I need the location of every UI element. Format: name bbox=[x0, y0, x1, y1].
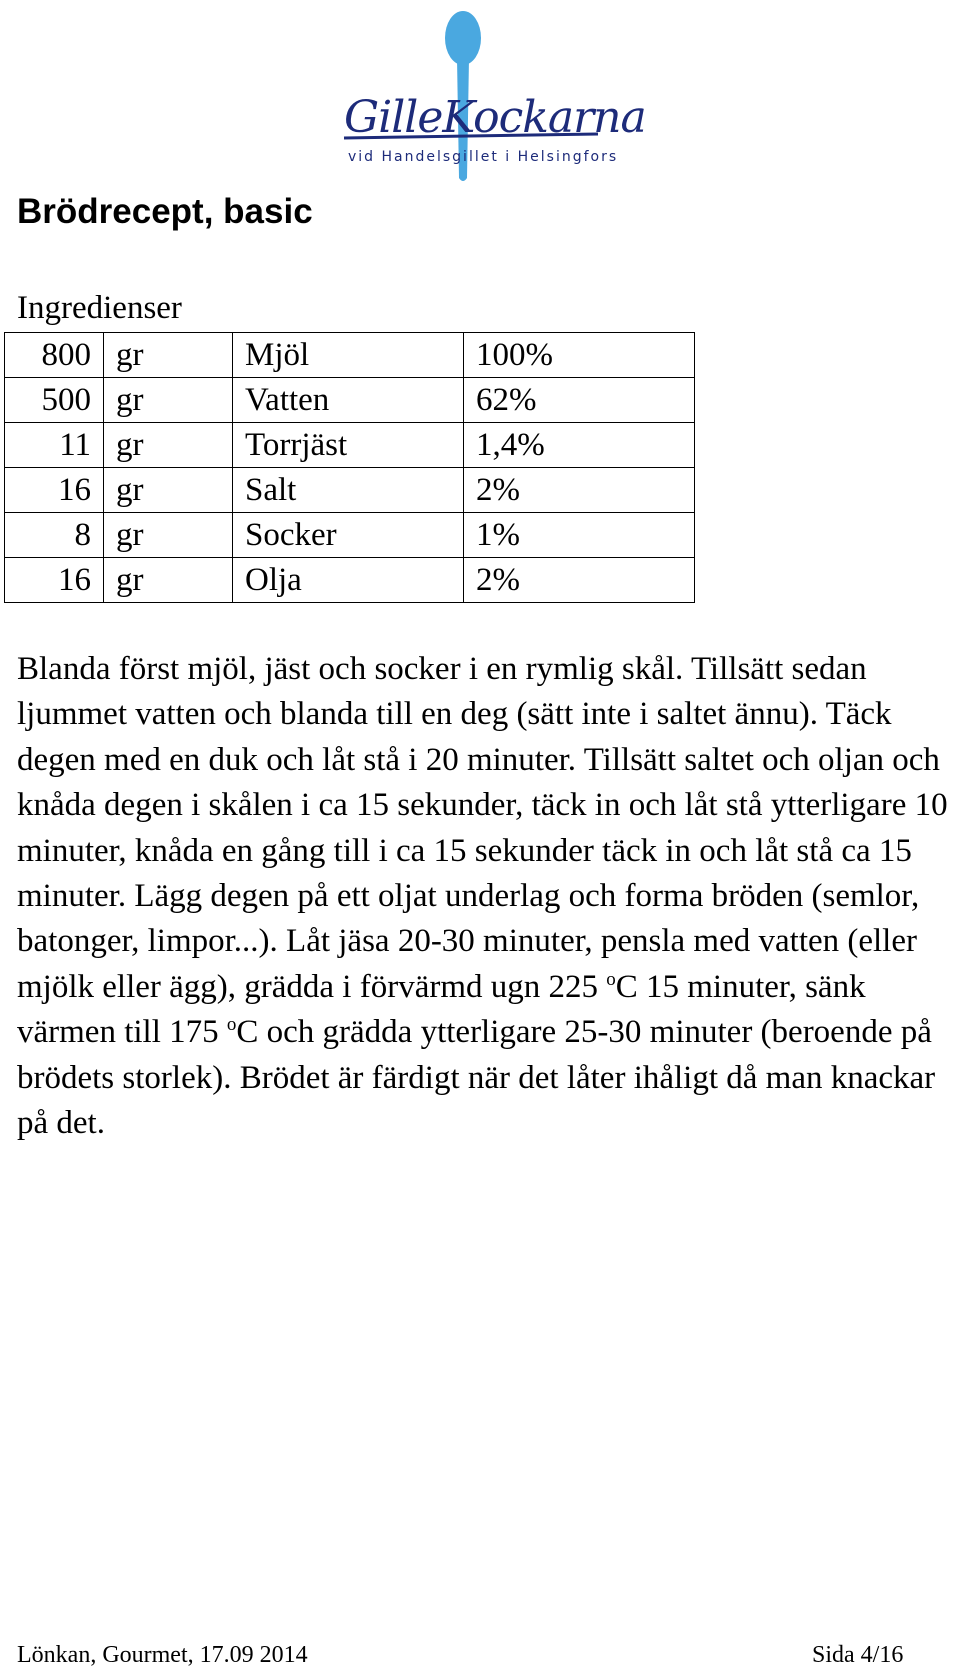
logo-tagline: vid Handelsgillet i Helsingfors bbox=[348, 149, 619, 165]
table-row bbox=[5, 333, 695, 378]
instructions-text: Blanda först mjöl, jäst och socker i en rymlig skål. Tillsätt sedan ljummet vatten och blanda till en deg (sätt inte i saltet ännu). Täck degen med en duk och låt stå i 20 minuter. Tillsätt saltet och oljan och knåda degen i skålen i ca 15 sekunder, täck in och låt stå ytterligare 10 minuter, knåda en gång till i ca 15 sekunder täck in och låt stå ca 15 minuter. Lägg degen på ett oljat underlag och forma bröden (semlor, batonger, limpor...). Låt jäsa 20-30 minuter, pensla med vatten (eller mjölk eller ägg), grädda i förvärmd ugn 225 bbox=[17, 651, 948, 1005]
ingredient-unit: gr bbox=[104, 423, 233, 468]
ingredient-name: Mjöl bbox=[233, 333, 464, 378]
table-row bbox=[5, 378, 695, 423]
logo-name: GilleKockarna bbox=[344, 92, 646, 143]
ingredient-name: Vatten bbox=[233, 378, 464, 423]
ingredient-unit: gr bbox=[104, 378, 233, 423]
footer-source: Lönkan, Gourmet, 17.09 2014 bbox=[17, 1642, 308, 1668]
table-row bbox=[5, 423, 695, 468]
page-title: Brödrecept, basic bbox=[17, 192, 313, 231]
ingredient-name: Socker bbox=[233, 513, 464, 558]
ingredient-unit: gr bbox=[104, 513, 233, 558]
ingredient-quantity: 8 bbox=[5, 513, 104, 558]
page-number: Sida 4/16 bbox=[812, 1642, 904, 1668]
table-row bbox=[5, 513, 695, 558]
degree-mark: o bbox=[226, 1014, 237, 1036]
ingredients-table bbox=[4, 332, 695, 603]
ingredient-unit: gr bbox=[104, 468, 233, 513]
ingredient-name: Salt bbox=[233, 468, 464, 513]
ingredient-percentage: 1,4% bbox=[464, 423, 695, 468]
ingredient-quantity: 11 bbox=[5, 423, 104, 468]
recipe-instructions bbox=[17, 647, 952, 1146]
ingredient-quantity: 500 bbox=[5, 378, 104, 423]
ingredient-name: Torrjäst bbox=[233, 423, 464, 468]
ingredients-heading: Ingredienser bbox=[17, 290, 182, 326]
ingredient-unit: gr bbox=[104, 558, 233, 603]
ingredient-percentage: 2% bbox=[464, 558, 695, 603]
ingredient-percentage: 100% bbox=[464, 333, 695, 378]
ingredient-percentage: 1% bbox=[464, 513, 695, 558]
ingredient-percentage: 62% bbox=[464, 378, 695, 423]
instructions-text: C och grädda ytterligare 25-30 minuter (beroende på brödets storlek). Brödet är färdigt när det låter ihåligt då man knackar på det. bbox=[17, 1014, 936, 1142]
ingredient-unit: gr bbox=[104, 333, 233, 378]
ingredient-name: Olja bbox=[233, 558, 464, 603]
gillekockarna-logo bbox=[340, 8, 646, 186]
table-row bbox=[5, 468, 695, 513]
degree-mark: o bbox=[606, 968, 616, 990]
ingredient-quantity: 16 bbox=[5, 468, 104, 513]
ingredient-quantity: 16 bbox=[5, 558, 104, 603]
table-row bbox=[5, 558, 695, 603]
ingredient-quantity: 800 bbox=[5, 333, 104, 378]
ingredient-percentage: 2% bbox=[464, 468, 695, 513]
instructions-text: C 15 minuter, sänk värmen till 175 bbox=[17, 968, 866, 1051]
